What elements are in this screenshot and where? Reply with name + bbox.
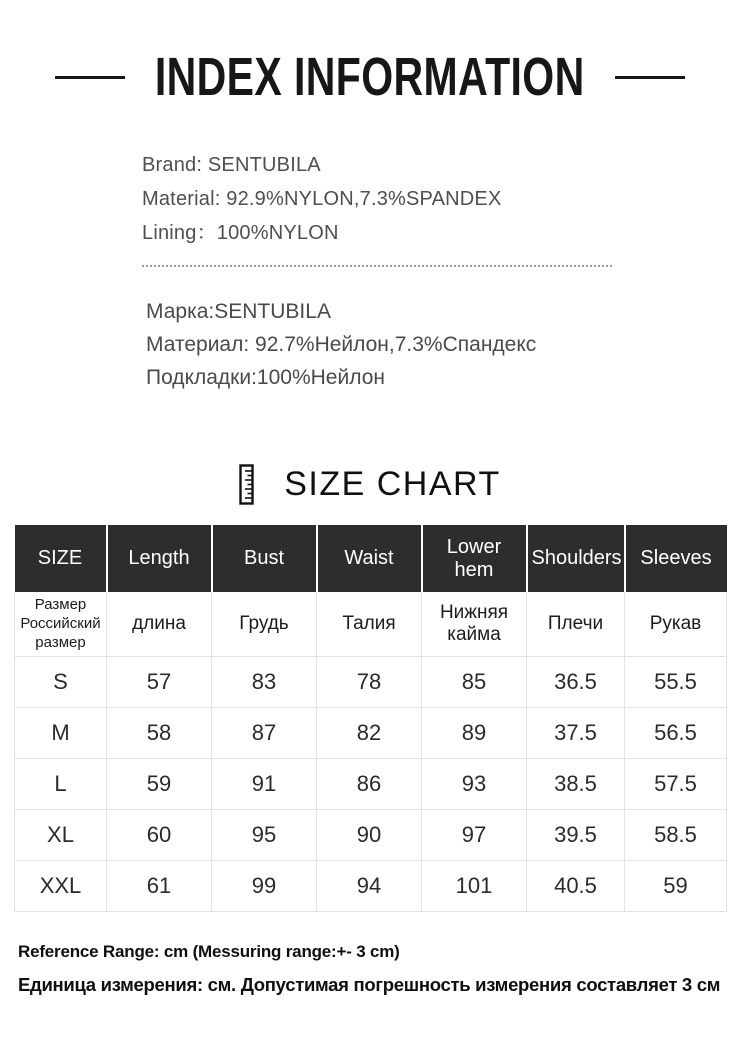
subheader-cell-lower-hem: Нижняя кайма [422, 592, 527, 657]
size-cell: XXL [15, 861, 107, 912]
header-cell-lower-hem: Lower hem [422, 525, 527, 592]
value-cell: 58.5 [625, 810, 727, 861]
value-cell: 91 [212, 759, 317, 810]
material-line-en: Material: 92.9%NYLON,7.3%SPANDEX [142, 188, 502, 210]
value-cell: 93 [422, 759, 527, 810]
reference-note-ru: Единица измерения: см. Допустимая погрешность измерения составляет 3 см [18, 974, 721, 996]
size-table [14, 525, 727, 912]
value-cell: 83 [212, 657, 317, 708]
page-header [0, 0, 740, 108]
table-row-xl [15, 810, 727, 861]
material-line-ru: Материал: 92.7%Нейлон,7.3%Спандекс [146, 333, 537, 356]
table-row-s [15, 657, 727, 708]
table-row-m [15, 708, 727, 759]
subheader-cell-size: Размер Российский размер [15, 592, 107, 657]
value-cell: 94 [317, 861, 422, 912]
product-info-en [142, 148, 740, 250]
value-cell: 89 [422, 708, 527, 759]
subheader-cell-length: длина [107, 592, 212, 657]
size-cell: L [15, 759, 107, 810]
value-cell: 78 [317, 657, 422, 708]
value-cell: 38.5 [527, 759, 625, 810]
value-cell: 101 [422, 861, 527, 912]
title-left-line [55, 76, 125, 79]
value-cell: 61 [107, 861, 212, 912]
header-cell-size: SIZE [15, 525, 107, 592]
value-cell: 95 [212, 810, 317, 861]
value-cell: 57.5 [625, 759, 727, 810]
value-cell: 86 [317, 759, 422, 810]
table-row-xxl [15, 861, 727, 912]
header-cell-sleeves: Sleeves [625, 525, 727, 592]
value-cell: 39.5 [527, 810, 625, 861]
value-cell: 59 [625, 861, 727, 912]
header-cell-length: Length [107, 525, 212, 592]
size-chart-header [0, 464, 740, 505]
table-header-row [15, 525, 727, 592]
value-cell: 60 [107, 810, 212, 861]
size-cell: S [15, 657, 107, 708]
value-cell: 55.5 [625, 657, 727, 708]
value-cell: 58 [107, 708, 212, 759]
value-cell: 87 [212, 708, 317, 759]
size-cell: XL [15, 810, 107, 861]
value-cell: 82 [317, 708, 422, 759]
reference-note-en: Reference Range: cm (Messuring range:+- 3 cm) [18, 942, 400, 962]
value-cell: 59 [107, 759, 212, 810]
header-cell-waist: Waist [317, 525, 422, 592]
subheader-cell-shoulders: Плечи [527, 592, 625, 657]
subheader-cell-bust: Грудь [212, 592, 317, 657]
value-cell: 56.5 [625, 708, 727, 759]
subheader-cell-waist: Талия [317, 592, 422, 657]
lining-line-ru: Подкладки:100%Нейлон [146, 366, 385, 389]
brand-line-ru: Марка:SENTUBILA [146, 300, 331, 323]
brand-line-en: Brand: SENTUBILA [142, 154, 321, 176]
page-title: INDEX INFORMATION [155, 47, 585, 107]
subheader-cell-sleeves: Рукав [625, 592, 727, 657]
value-cell: 37.5 [527, 708, 625, 759]
header-cell-shoulders: Shoulders [527, 525, 625, 592]
value-cell: 36.5 [527, 657, 625, 708]
value-cell: 57 [107, 657, 212, 708]
table-row-l [15, 759, 727, 810]
size-chart-title: SIZE CHART [284, 465, 501, 503]
title-right-line [615, 76, 685, 79]
value-cell: 90 [317, 810, 422, 861]
dotted-divider [142, 265, 612, 267]
value-cell: 85 [422, 657, 527, 708]
ruler-icon [239, 464, 254, 505]
lining-line-en: Lining：100%NYLON [142, 222, 339, 244]
size-cell: M [15, 708, 107, 759]
value-cell: 99 [212, 861, 317, 912]
value-cell: 40.5 [527, 861, 625, 912]
table-subheader-row [15, 592, 727, 657]
value-cell: 97 [422, 810, 527, 861]
product-info-ru [146, 295, 740, 394]
header-cell-bust: Bust [212, 525, 317, 592]
